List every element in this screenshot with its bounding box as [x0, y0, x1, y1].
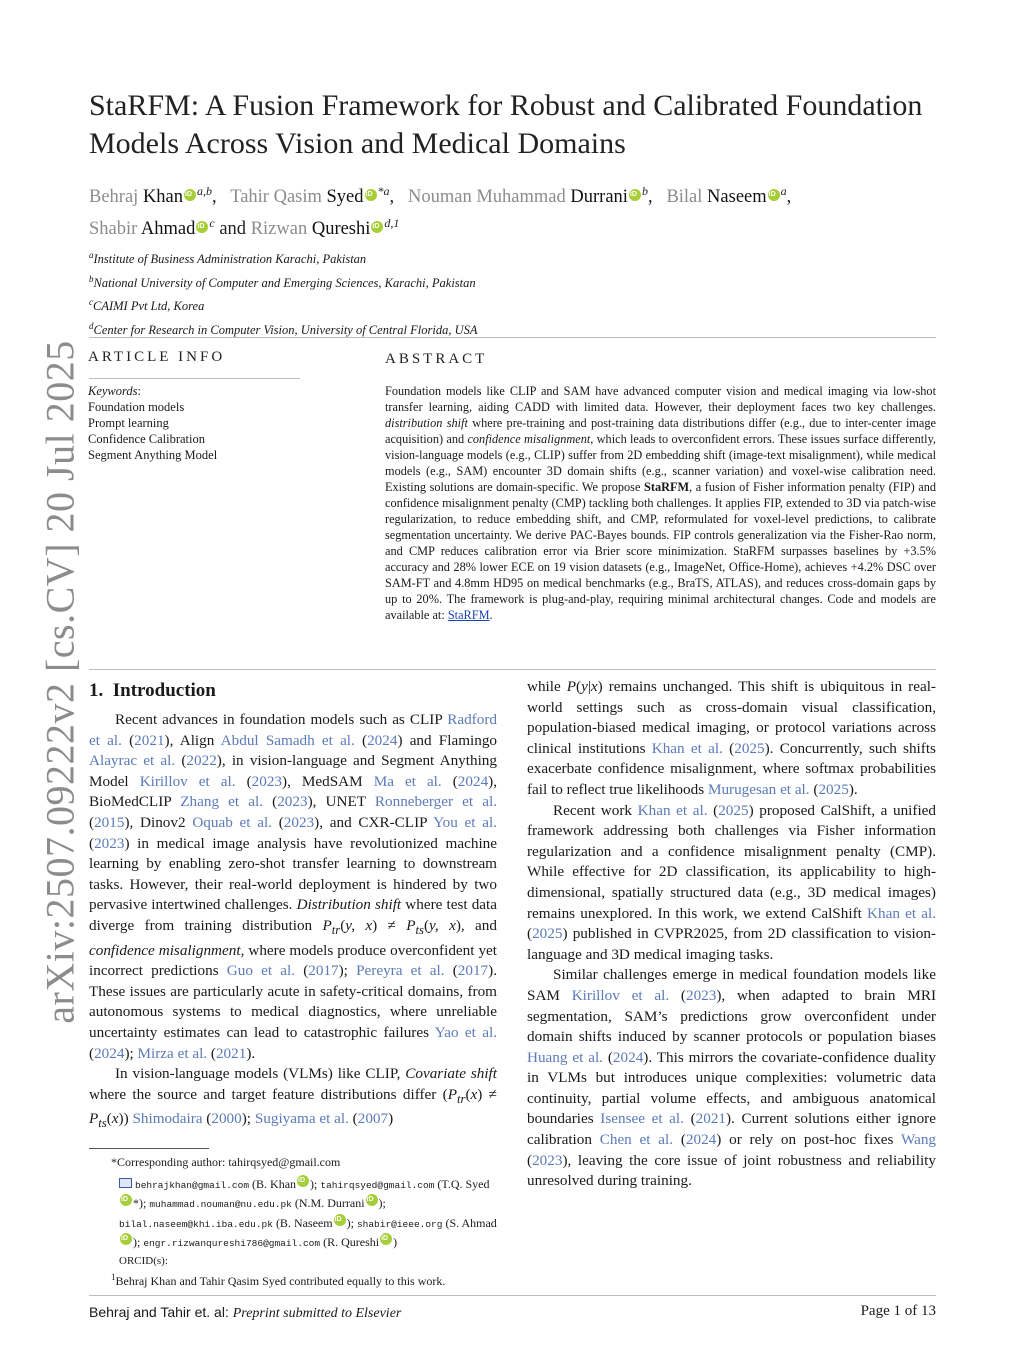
keyword: Segment Anything Model: [88, 448, 218, 462]
abstract-body: Foundation models like CLIP and SAM have advanced computer vision and medical imaging via low-shot transfer learning, aiding CADD with limited data. However, their deployment faces two key challenges. distribution shift where pre-training and post-training data distributions differ (e.g., due to inter-center image acquisition) and confidence misalignment, which leads to overconfident errors. These issues surface differently, vision-language models (e.g., CLIP) suffer from 2D embedding shift (image-text misalignment), while medical models (e.g., SAM) encounter 3D domain shifts (e.g., scanner variation) and voxel-wise calibration need. Existing solutions are domain-specific. We propose StaRFM, a fusion of Fisher information penalty (FIP) and confidence misalignment penalty (CMP) tackling both challenges. It applies FIP, extended to 3D via patch-wise regularization, to reduce embedding shift, and CMP, reformulated for voxel-level predictions, to calibrate segmentation uncertainty. We derive PAC-Bayes bounds. FIP controls generalization via the Fisher-Rao norm, and CMP reduces calibration error via Brier score minimization. StaRFM surpasses baselines by +3.5% accuracy and 28% lower ECE on 19 vision datasets (e.g., ImageNet, Office-Home), achieves +4.2% DSC over SAM-FT and 4.8mm HD95 on medical benchmarks (e.g., BraTS, ATLAS), and reduces cross-domain gaps by up to 20%. The framework is plug-and-play, requiring minimal architectural changes. Code and models are available at: StaRFM.: [385, 384, 937, 622]
orcid-icon[interactable]: [365, 189, 377, 201]
author[interactable]: Bilal Naseem: [666, 187, 767, 207]
keyword: Confidence Calibration: [88, 432, 205, 446]
author[interactable]: Behraj Khan: [89, 187, 184, 207]
footnote-divider: [89, 1148, 209, 1149]
author-emails: behrajkhan@gmail.com (B. KhaniD ); tahirqsyed@gmail.com (T.Q. SyediD*); muhammad.nouman@nu.edu.pk (N.M. DurraniiD ); bilal.naseem@khi.iba.edu.pk (B. NaseemiD ); shabir@ieee.org (S. AhmadiD); engr.rizwanqureshi786@gmail.com (R. QureshiiD ): [89, 1175, 497, 1253]
orcid-icon[interactable]: [120, 1194, 132, 1206]
corresponding-author: *Corresponding author: tahirqsyed@gmail.com: [111, 1155, 341, 1169]
footer-divider: [89, 1295, 936, 1296]
article-info-heading: ARTICLE INFO: [88, 349, 226, 365]
code-link[interactable]: StaRFM: [447, 608, 490, 622]
keywords: Keywords: Foundation models Prompt learning Confidence Calibration Segment Anything Model: [88, 383, 348, 463]
section-heading: 1. Introduction: [89, 680, 216, 701]
body-left-column: Recent advances in foundation models such as CLIP Radford et al. (2021), Align Abdul Samadh et al. (2024) and Flamingo Alayrac et al. (2022), in vision-language and Segment Anything Model Kirillov et al. (2023), MedSAM Ma et al. (2024), BioMedCLIP Zhang et al. (2023), UNET Ronneberger et al. (2015), Dinov2 Oquab et al. (2023), and CXR-CLIP You et al. (2023) in medical image analysis have revolutionized machine learning by enabling zero-shot transfer learning to downstream tasks. However, their real-world deployment is hindered by two pervasive intertwined challenges. Distribution shift where test data diverge from training distribution $P_{tr}(y$, $x) \ne P_{ts}(y$, x), and confidence misalignment, where models produce overconfident yet incorrect predictions Guo et al. (2017); Pereyra et al. (2017). These issues are particularly acute in safety-critical domains, from autonomous systems to medical diagnostics, where unreliable uncertainty estimates can lead to catastrophic failures Yao et al. (2024); Mirza et al. (2021). In vision-language models (VLMs) like CLIP, Covariate shift where the source and target feature distributions differ $(P_{tr}(x) \ne P_{ts}(x))$ Shimodaira (2000); Sugiyama et al. (2007): [89, 711, 498, 1131]
orcid-icon[interactable]: [366, 1194, 378, 1206]
paper-title: StaRFM: A Fusion Framework for Robust and Calibrated Foundation Models Across Vision and Medical Domains: [89, 89, 923, 160]
divider: [89, 378, 300, 379]
keyword: Foundation models: [88, 400, 185, 414]
equal-contribution: $^1$Behraj Khan and Tahir Qasim Syed contributed equally to this work.: [111, 1272, 446, 1288]
orcid-icon[interactable]: [120, 1233, 132, 1245]
orcid-icon[interactable]: [768, 189, 780, 201]
orcid-icon[interactable]: [334, 1214, 346, 1226]
affiliation: $^a$Institute of Business Administration Karachi, Pakistan: [89, 250, 367, 266]
page-number: Page 1 of 13: [860, 1303, 936, 1319]
author[interactable]: Tahir Qasim Syed: [230, 187, 364, 207]
orcid-icon[interactable]: [184, 189, 196, 201]
orcid-icon[interactable]: [629, 189, 641, 201]
orcid-label: ORCID(s):: [119, 1254, 168, 1267]
affiliation: $^c$CAIMI Pvt Ltd, Korea: [89, 297, 205, 313]
author-list: Behraj KhaniD $^{a,b}$, Tahir Qasim SyediD $^{*a}$, Nouman Muhammad DurraniiD $^b$, Bilal NaseemiD $^a$, Shabir AhmadiD $^c$ and Rizwan QureshiiD $^{d,1}$: [89, 178, 949, 242]
affiliation: $^b$National University of Computer and Emerging Sciences, Karachi, Pakistan: [89, 273, 476, 290]
abstract-heading: ABSTRACT: [385, 351, 488, 367]
orcid-icon[interactable]: [196, 221, 208, 233]
author[interactable]: Nouman Muhammad Durrani: [408, 187, 628, 207]
author[interactable]: Rizwan Qureshi: [250, 219, 371, 239]
orcid-icon[interactable]: [297, 1175, 309, 1187]
divider: [89, 669, 936, 670]
body-right-column: while P(y|x) remains unchanged. This shift is ubiquitous in real-world settings such as cross-domain visual classification, population-biased medical imaging, or protocol variations across clinical institutions Khan et al. (2025). Concurrently, such shifts exacerbate confidence misalignment, where softmax probabilities fail to reflect true likelihoods Murugesan et al. (2025). Recent work Khan et al. (2025) proposed CalShift, a unified framework addressing both challenges via Fisher information regularization and a confidence misalignment penalty (CMP). While effective for 2D classification, its applicability to high-dimensional, spatially structured data (e.g., 3D medical images) remains unexplored. In this work, we extend CalShift Khan et al. (2025) published in CVPR2025, from 2D classification to vision-language and 3D medical imaging tasks. Similar challenges emerge in medical foundation models like SAM Kirillov et al. (2023), when adapted to brain MRI segmentation, SAM’s predictions grow overconfident under domain shifts induced by scanner protocols or population biases Huang et al. (2024). This mirrors the covariate-confidence duality in VLMs but introduces unique complexities: volumetric data continuity, partial volume effects, and ambiguous anatomical boundaries Isensee et al. (2021). Current solutions either ignore calibration Chen et al. (2024) or rely on post-hoc fixes Wang (2023), leaving the core issue of joint robustness and reliability unresolved during training.: [527, 678, 937, 1190]
footnotes: [89, 1154, 497, 1290]
orcid-icon[interactable]: [380, 1233, 392, 1245]
arxiv-identifier: arXiv:2507.09222v2 [cs.CV] 20 Jul 2025: [37, 340, 83, 1024]
divider: [89, 337, 936, 338]
running-footer: Behraj and Tahir et. al: Preprint submitted to Elsevier: [89, 1304, 402, 1321]
keyword: Prompt learning: [88, 416, 169, 430]
affiliations: [89, 246, 949, 340]
email-icon: [119, 1178, 132, 1188]
affiliation: $^d$Center for Research in Computer Vision, University of Central Florida, USA: [89, 320, 478, 337]
author[interactable]: Shabir Ahmad: [89, 219, 196, 239]
orcid-icon[interactable]: [371, 221, 383, 233]
